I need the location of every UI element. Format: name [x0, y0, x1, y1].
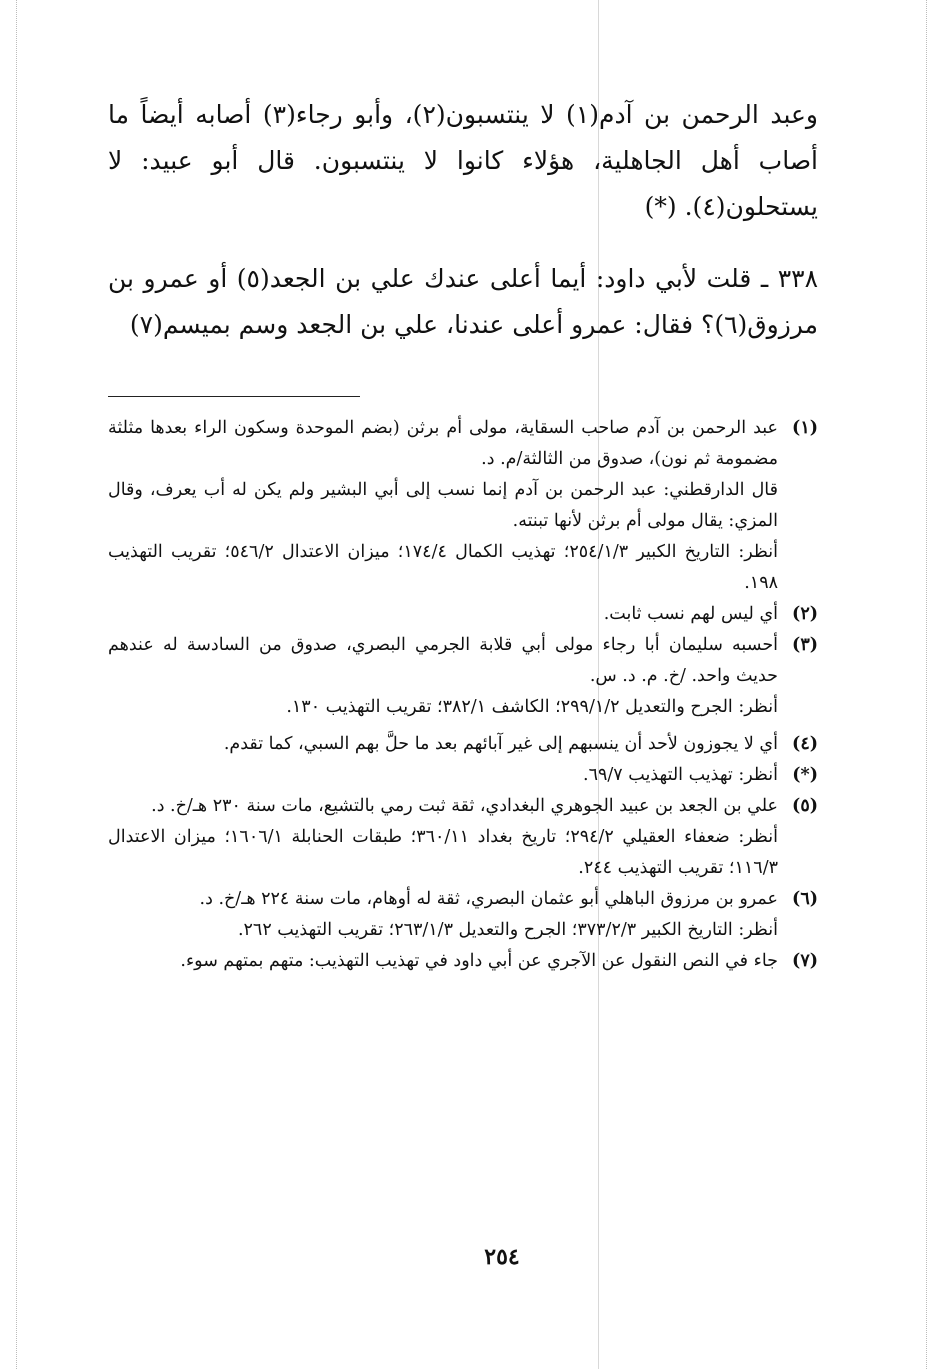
footnote-text: جاء في النص النقول عن الآجري عن أبي داود في تهذيب التهذيب: متهم بمتهم سوء.: [180, 951, 778, 971]
footnote-text: أحسبه سليمان أبا رجاء مولى أبي قلابة الجرمي البصري، صدوق من السادسة له عندهم حديث واحد. /خ. م. د. س.: [108, 635, 778, 686]
footnote-separator: [108, 396, 360, 397]
footnote-text: أنظر: تهذيب التهذيب ٦٩/٧.: [583, 765, 778, 785]
footnote-number: (٦): [792, 889, 818, 909]
right-margin-dots: [926, 0, 927, 1369]
footnote-number: (٣): [792, 635, 818, 655]
main-paragraph-2: ٣٣٨ ـ قلت لأبي داود: أيما أعلى عندك علي بن الجعد(٥) أو عمرو بن مرزوق(٦)؟ فقال: عمرو أعلى عندنا، علي بن الجعد وسم بميسم(٧): [108, 264, 819, 339]
left-margin-dots: [16, 0, 17, 1369]
footnote-3: [108, 630, 818, 723]
page-number-text: ٢٥٤: [484, 1244, 520, 1270]
footnote-number: (٧): [792, 951, 818, 971]
document-page: [108, 92, 818, 977]
footnote-4: [108, 729, 818, 760]
footnote-text: علي بن الجعد بن عبيد الجوهري البغدادي، ثقة ثبت رمي بالتشيع، مات سنة ٢٣٠ هـ/خ. د.: [151, 796, 778, 816]
footnote-text: عبد الرحمن بن آدم صاحب السقاية، مولى أم برثن (بضم الموحدة وسكون الراء بعدها مثلثة مضمومة ثم نون)، صدوق من الثالثة/م. د.: [108, 418, 778, 469]
footnote-text: أنظر: التاريخ الكبير ٣٧٣/٢/٣؛ الجرح والتعديل ٢٦٣/١/٣؛ تقريب التهذيب ٢٦٢.: [237, 920, 778, 940]
footnote-number: (١): [792, 418, 818, 438]
footnote-7: [108, 946, 818, 977]
footnote-star: [108, 760, 818, 791]
footnote-text: قال الدارقطني: عبد الرحمن بن آدم إنما نسب إلى أبي البشير ولم يكن له أب يعرف، وقال المزي: يقال مولى أم برثن لأنها تبنته.: [108, 480, 778, 531]
footnote-number: (٢): [792, 604, 818, 624]
footnote-number: (٤): [792, 734, 818, 754]
footnote-text: أنظر: التاريخ الكبير ٢٥٤/١/٣؛ تهذيب الكمال ١٧٤/٤؛ ميزان الاعتدال ٥٤٦/٢؛ تقريب التهذيب ١٩٨.: [108, 542, 778, 593]
footnote-text: أي ليس لهم نسب ثابت.: [603, 604, 778, 624]
footnote-6: [108, 884, 818, 946]
footnotes: [108, 413, 818, 977]
footnote-1: [108, 413, 818, 599]
footnote-number: (٥): [792, 796, 818, 816]
footnote-5: [108, 791, 818, 884]
footnote-2: [108, 599, 818, 630]
footnote-text: أنظر: ضعفاء العقيلي ٢٩٤/٢؛ تاريخ بغداد ٣٦٠/١١؛ طبقات الحنابلة ١٦٠٦/١؛ ميزان الاعتدال ١١٦/٣؛ تقريب التهذيب ٢٤٤.: [108, 827, 778, 878]
main-paragraph-1: وعبد الرحمن بن آدم(١) لا ينتسبون(٢)، وأبو رجاء(٣) أصابه أيضاً ما أصاب أهل الجاهلية، هؤلاء كانوا لا ينتسبون. قال أبو عبيد: لا يستحلون(٤). (*): [108, 100, 819, 221]
footnote-number: (*): [792, 765, 818, 785]
main-text: [108, 92, 818, 348]
page-number: [0, 1244, 944, 1270]
footnote-text: عمرو بن مرزوق الباهلي أبو عثمان البصري، ثقة له أوهام، مات سنة ٢٢٤ هـ/خ. د.: [199, 889, 778, 909]
footnote-text: أي لا يجوزون لأحد أن ينسبهم إلى غير آبائهم بعد ما حلَّ بهم السبي، كما تقدم.: [223, 734, 778, 754]
footnote-text: أنظر: الجرح والتعديل ٢٩٩/١/٢؛ الكاشف ٣٨٢/١؛ تقريب التهذيب ١٣٠.: [286, 697, 778, 717]
